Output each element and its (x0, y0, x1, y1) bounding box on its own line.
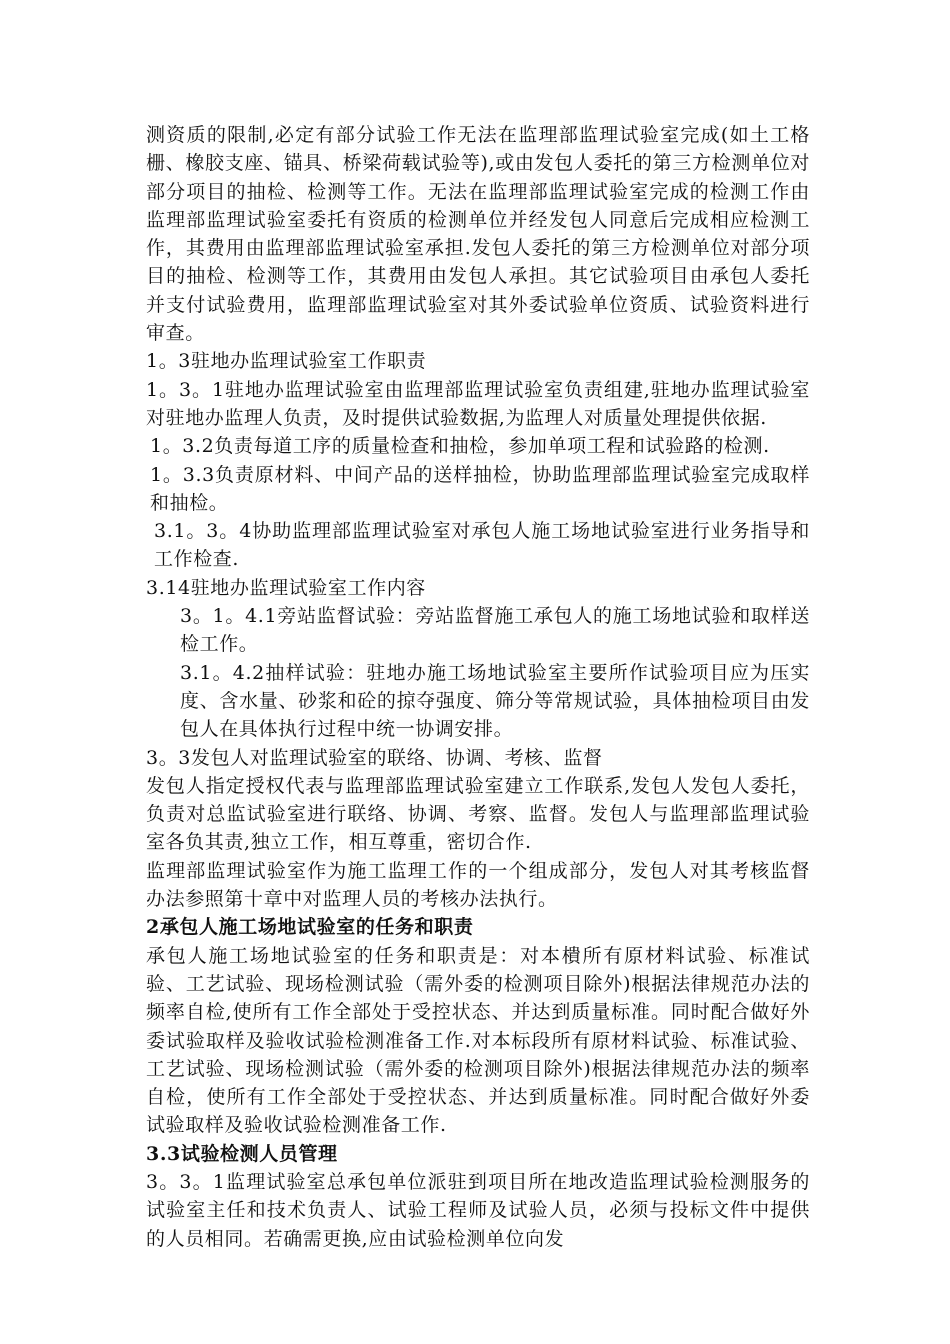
section-heading-3-3-personnel: 3.3试验检测人员管理 (146, 1142, 338, 1165)
section-heading-3-3-liaison: 3。3发包人对监理试验室的联络、协调、考核、监督 (146, 746, 603, 769)
paragraph-1-3-2: 1。3.2负责每道工序的质量检查和抽检，参加单项工程和试验路的检测. (150, 435, 770, 458)
paragraph-1-3-3: 1。3.3负责原材料、中间产品的送样抽检，协助监理部监理试验室完成取样和抽检。 (150, 463, 810, 514)
paragraph-1-3-1: 1。3。1驻地办监理试验室由监理部监理试验室负责组建,驻地办监理试验室对驻地办监理人负责，及时提供试验数据,为监理人对质量处理提供依据. (146, 378, 810, 429)
paragraph-3-1-3-4: 3.1。3。4协助监理部监理试验室对承包人施工场地试验室进行业务指导和工作检查. (154, 520, 810, 571)
paragraph-assessment: 监理部监理试验室作为施工监理工作的一个组成部分，发包人对其考核监督办法参照第十章中对监理人员的考核办法执行。 (146, 859, 810, 911)
paragraph-3-3-1: 3。3。1监理试验室总承包单位派驻到项目所在地改造监理试验检测服务的试验室主任和技术负责人、试验工程师及试验人员，必须与投标文件中提供的人员相同。若确需更换,应由试验检测单位向发 (146, 1170, 810, 1250)
paragraph-liaison: 发包人指定授权代表与监理部监理试验室建立工作联系,发包人发包人委托，负责对总监试验室进行联络、协调、考察、监督。发包人与监理部监理试验室各负其责,独立工作，相互尊重，密切合作. (146, 774, 810, 854)
paragraph-3-1-4-2: 3.1。4.2抽样试验：驻地办施工场地试验室主要所作试验项目应为压实度、含水量、砂浆和砼的掠夺强度、筛分等常规试验，具体抽检项目由发包人在具体执行过程中统一协调安排。 (180, 661, 810, 741)
paragraph-3-1-4-1: 3。1。4.1旁站监督试验：旁站监督施工承包人的施工场地试验和取样送检工作。 (180, 605, 810, 656)
paragraph-intro: 测资质的限制,必定有部分试验工作无法在监理部监理试验室完成(如土工格栅、橡胶支座、锚具、桥梁荷载试验等),或由发包人委托的第三方检测单位对部分项目的抽检、检测等工作。无法在监理部监理试验室完成的检测工作由监理部监理试验室委托有资质的检测单位并经发包人同意后完成相应检测工作，其费用由监理部监理试验室承担.发包人委托的第三方检测单位对部分项目的抽检、检测等工作，其费用由发包人承担。其它试验项目由承包人委托并支付试验费用，监理部监理试验室对其外委试验单位资质、试验资料进行审查。 (146, 124, 810, 345)
document-body (146, 121, 810, 1253)
section-heading-1-3: 1。3驻地办监理试验室工作职责 (146, 350, 427, 373)
section-heading-3-14: 3.14驻地办监理试验室工作内容 (146, 576, 426, 599)
section-heading-2: 2承包人施工场地试验室的任务和职责 (146, 916, 474, 939)
paragraph-contractor-duties: 承包人施工场地试验室的任务和职责是：对本樻所有原材料试验、标准试验、工艺试验、现场检测试验（需外委的检测项目除外)根据法律规范办法的频率自检,使所有工作全部处于受控状态、并达到质量标准。同时配合做好外委试验取样及验收试验检测准备工作.对本标段所有原材料试验、标准试验、工艺试验、现场检测试验（需外委的检测项目除外)根据法律规范办法的频率自检，使所有工作全部处于受控状态、并达到质量标准。同时配合做好外委试验取样及验收试验检测准备工作. (146, 944, 810, 1137)
